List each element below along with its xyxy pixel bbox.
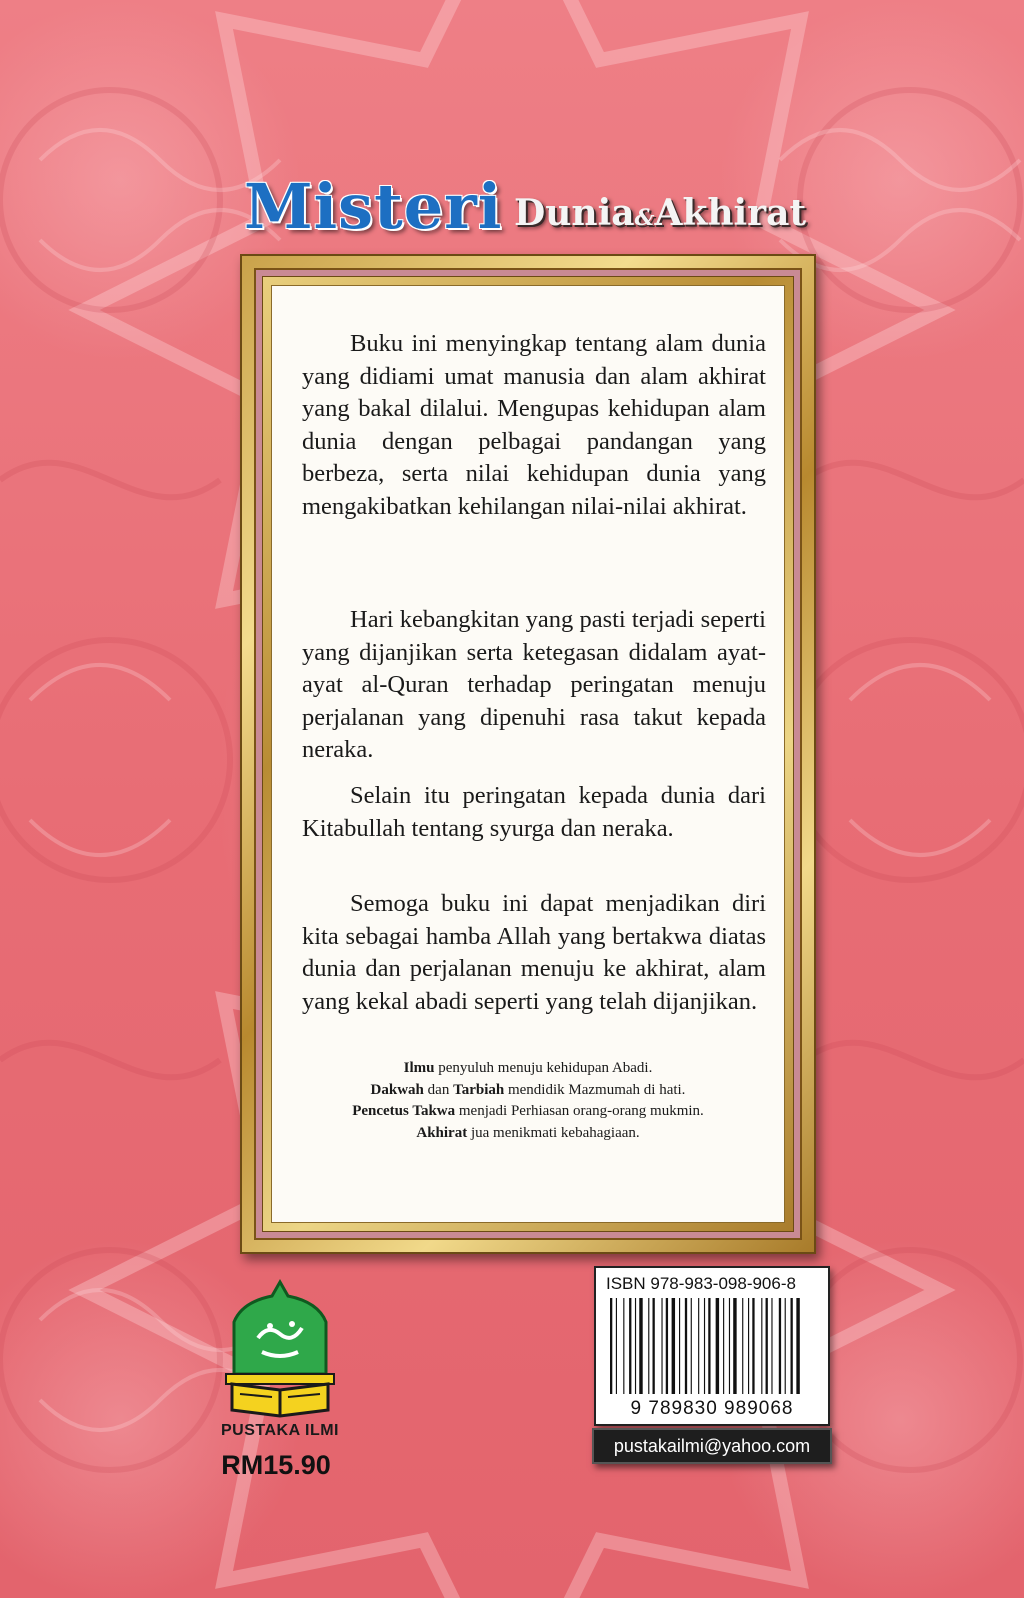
verse-keyword: Tarbiah [453,1081,505,1098]
pustaka-ilmi-logo-icon [218,1278,342,1418]
publisher-email: pustakailmi@yahoo.com [592,1428,832,1464]
synopsis-panel [271,285,785,1223]
gold-frame [240,254,816,1254]
verse-line-2 [282,1080,774,1102]
frame-mat [254,268,802,1240]
title-misteri: Misteri [244,170,503,243]
closing-verse [282,1058,774,1144]
isbn-barcode [594,1266,830,1426]
synopsis-paragraph-2: Hari kebangkitan yang pasti terjadi seperti yang dijanjikan serta ketegasan didalam ayat-ayat al-Quran terhadap peringatan menuju perjalanan yang dipenuhi rasa takut kepada neraka. [302,606,766,764]
synopsis-paragraph-1: Buku ini menyingkap tentang alam dunia yang didiami umat manusia dan alam akhirat yang bakal dilalui. Mengupas kehidupan alam dunia dengan pelbagai pandangan yang berbeza, serta nilai kehidupan dunia yang mengakibatkan kehilangan nilai-nilai akhirat. [302,330,766,520]
verse-keyword: Akhirat [416,1124,468,1141]
verse-keyword: Pencetus Takwa [352,1103,456,1119]
frame-inner-gold [262,276,794,1232]
verse-line-4 [282,1123,774,1145]
verse-text: menjadi Perhiasan orang-orang mukmin. [455,1103,704,1119]
title-dunia: Dunia [514,192,635,234]
barcode-digits: 9 789830 989068 [630,1398,794,1419]
barcode-bars-icon [608,1298,816,1396]
verse-text: jua menikmati kebahagiaan. [467,1124,640,1141]
synopsis-paragraph-3: Selain itu peringatan kepada dunia dari Kitabullah tentang syurga dan neraka. [302,782,766,842]
price-label: RM15.90 [221,1450,331,1480]
title-ampersand: & [634,205,655,231]
synopsis-paragraph-4: Semoga buku ini dapat menjadikan diri kita sebagai hamba Allah yang bertakwa diatas dunia dan perjalanan menuju ke akhirat, alam yang kekal abadi seperti yang telah dijanjikan. [302,890,766,1015]
isbn-number: ISBN 978-983-098-906-8 [606,1274,796,1293]
verse-keyword: Ilmu [403,1060,435,1076]
verse-keyword: Dakwah [370,1081,424,1098]
verse-text: mendidik Mazmumah di hati. [504,1081,686,1098]
title-akhirat: Akhirat [654,192,807,234]
title-dunia-akhirat [514,192,806,234]
verse-line-3 [282,1101,774,1123]
publisher-name: PUSTAKA ILMI [221,1422,339,1439]
verse-text: dan [423,1081,454,1098]
verse-line-1 [282,1058,774,1080]
book-title [244,170,824,250]
verse-text: penyuluh menuju kehidupan Abadi. [434,1060,653,1076]
